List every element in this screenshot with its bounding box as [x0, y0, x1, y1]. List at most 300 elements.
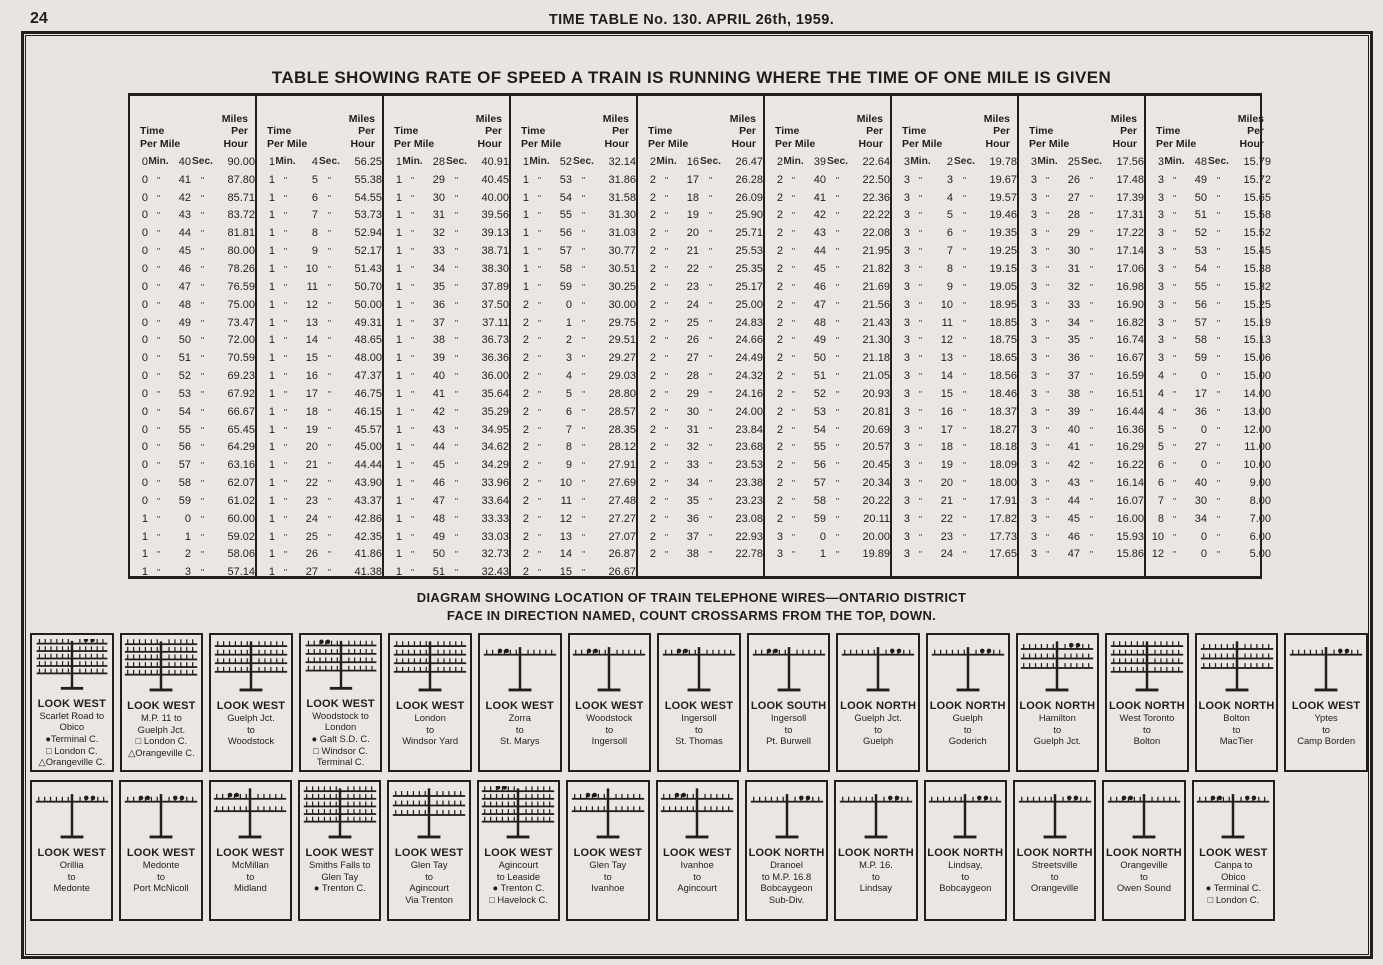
minutes-value: 2 [522, 352, 529, 365]
speed-row [1019, 385, 1144, 403]
speed-row [511, 224, 636, 242]
look-direction-label: LOOK WEST [575, 700, 644, 712]
mph-value: 19.57 [989, 191, 1017, 204]
speed-table-column [892, 96, 1019, 576]
speed-row [130, 474, 255, 492]
minutes-value: 2 [522, 334, 529, 347]
speed-row [130, 314, 255, 332]
minutes-value: 1 [395, 566, 402, 579]
seconds-label: " [454, 281, 459, 292]
route-label: Orillia [59, 859, 84, 870]
seconds-value: 0 [1200, 370, 1207, 383]
seconds-label: " [454, 388, 459, 399]
seconds-label: " [708, 424, 713, 435]
route-label: to Leaside [496, 870, 541, 882]
mph-value: 14.00 [1243, 387, 1271, 400]
minutes-label: " [664, 460, 669, 471]
seconds-value: 38 [686, 548, 699, 561]
minutes-label: " [664, 531, 669, 542]
minutes-label: " [791, 281, 796, 292]
look-direction-label: LOOK WEST [216, 700, 286, 712]
seconds-label: " [327, 388, 332, 399]
seconds-label: " [962, 174, 967, 185]
pole-box [120, 633, 204, 772]
seconds-value: 35 [432, 280, 445, 293]
speed-row [892, 439, 1017, 457]
mph-value: 32.43 [481, 566, 509, 579]
minutes-value: 3 [1030, 280, 1037, 293]
minutes-label: " [156, 442, 161, 453]
seconds-value: 24 [940, 548, 953, 561]
speed-row [130, 296, 255, 314]
mph-value: 50.00 [354, 298, 382, 311]
minutes-label: " [1045, 174, 1050, 185]
speed-row [384, 367, 509, 385]
minutes-label: " [410, 442, 415, 453]
minutes-value: 2 [522, 370, 529, 383]
seconds-value: 13 [940, 352, 953, 365]
minutes-value: 5 [1157, 441, 1164, 454]
minutes-label: " [664, 263, 669, 274]
seconds-label: " [835, 424, 840, 435]
speed-row [1019, 349, 1144, 367]
speed-row [892, 492, 1017, 510]
minutes-value: 2 [522, 494, 529, 507]
speed-row [638, 403, 763, 421]
mph-value: 15.13 [1243, 334, 1271, 347]
mph-value: 17.14 [1116, 245, 1144, 258]
telephone-pole-icon [1104, 786, 1184, 846]
seconds-label: " [581, 406, 586, 417]
minutes-label: " [410, 531, 415, 542]
route-label: to [963, 723, 972, 735]
seconds-value: 59 [813, 512, 826, 525]
seconds-value: 34 [1194, 512, 1207, 525]
seconds-label: " [454, 549, 459, 560]
seconds-label: Sec. [192, 156, 213, 168]
minutes-label: " [1045, 192, 1050, 203]
minutes-value: 1 [395, 245, 402, 258]
speed-row [1019, 546, 1144, 564]
look-direction-label: LOOK WEST [1199, 847, 1268, 859]
speed-row [1146, 349, 1271, 367]
route-label: Dranoel [770, 859, 803, 870]
minutes-label: " [283, 174, 288, 185]
route-label: Guelph Jct. [854, 712, 902, 723]
seconds-label: " [1216, 192, 1221, 203]
minutes-value: 2 [649, 209, 656, 222]
look-direction-label: LOOK SOUTH [750, 700, 827, 712]
speed-row [384, 296, 509, 314]
seconds-label: " [1089, 353, 1094, 364]
minutes-value: 3 [1030, 245, 1037, 258]
minutes-label: " [791, 299, 796, 310]
minutes-label: " [410, 210, 415, 221]
seconds-value: 1 [565, 316, 572, 329]
seconds-value: 46 [178, 262, 191, 275]
speed-row [1146, 492, 1271, 510]
mph-value: 37.11 [482, 316, 509, 329]
seconds-label: " [835, 549, 840, 560]
minutes-label: " [283, 317, 288, 328]
speed-table-column [1019, 96, 1146, 576]
mph-value: 31.03 [608, 227, 636, 240]
route-label: Glen Tay [589, 859, 627, 870]
seconds-label: " [835, 460, 840, 471]
speed-row [765, 367, 890, 385]
minutes-value: 6 [1157, 477, 1164, 490]
telephone-pole-icon [210, 786, 290, 846]
minutes-label: Min. [656, 156, 677, 168]
minutes-label: Min. [1164, 156, 1185, 168]
speed-row [130, 439, 255, 457]
mph-value: 20.81 [862, 405, 890, 418]
seconds-label: " [835, 192, 840, 203]
speed-row [638, 296, 763, 314]
seconds-label: " [581, 460, 586, 471]
minutes-value: 3 [776, 548, 783, 561]
route-label: Bobcaygeon [939, 882, 992, 894]
mph-value: 27.48 [608, 494, 636, 507]
seconds-value: 9 [311, 245, 318, 258]
seconds-value: 20 [305, 441, 318, 454]
seconds-label: " [962, 531, 967, 542]
speed-row [384, 314, 509, 332]
mph-value: 40.91 [481, 155, 509, 168]
route-label: M.P. 16. [859, 859, 893, 870]
speed-row [130, 385, 255, 403]
mph-value: 39.56 [481, 209, 509, 222]
minutes-label: " [156, 531, 161, 542]
speed-row [1146, 474, 1271, 492]
seconds-label: " [708, 299, 713, 310]
mph-value: 22.64 [862, 155, 890, 168]
seconds-value: 45 [432, 459, 445, 472]
seconds-value: 30 [432, 191, 445, 204]
route-label: □ Havelock C. [489, 893, 548, 905]
speed-row [1019, 207, 1144, 225]
speed-row [257, 171, 382, 189]
seconds-label: " [327, 495, 332, 506]
mph-value: 19.67 [989, 173, 1017, 186]
speed-row [892, 224, 1017, 242]
minutes-value: 1 [268, 423, 275, 436]
speed-row [1146, 171, 1271, 189]
seconds-label: " [200, 442, 205, 453]
seconds-label: " [708, 281, 713, 292]
seconds-label: " [962, 317, 967, 328]
speed-row [765, 439, 890, 457]
route-label: to [784, 723, 793, 735]
speed-row [892, 474, 1017, 492]
minutes-label: " [918, 424, 923, 435]
minutes-value: 3 [903, 423, 910, 436]
minutes-label: " [664, 228, 669, 239]
seconds-label: " [708, 442, 713, 453]
pole-box [745, 780, 828, 921]
route-label: to [425, 870, 434, 882]
minutes-value: 3 [1030, 494, 1037, 507]
seconds-label: " [200, 317, 205, 328]
minutes-value: 1 [395, 298, 402, 311]
seconds-value: 58 [813, 494, 826, 507]
minutes-label: " [156, 478, 161, 489]
minutes-label: " [1045, 353, 1050, 364]
minutes-label: " [1172, 317, 1177, 328]
minutes-value: 2 [649, 387, 656, 400]
minutes-label: " [791, 549, 796, 560]
speed-row [1146, 421, 1271, 439]
seconds-label: " [962, 246, 967, 257]
speed-row [1019, 456, 1144, 474]
speed-row [130, 528, 255, 546]
seconds-value: 14 [940, 370, 953, 383]
speed-row [638, 153, 763, 171]
speed-row [257, 367, 382, 385]
minutes-value: 0 [141, 173, 148, 186]
seconds-value: 38 [432, 334, 445, 347]
speed-column-header [638, 98, 763, 153]
mph-value: 9.00 [1249, 477, 1271, 490]
mph-value: 62.07 [227, 477, 255, 490]
route-label: to [695, 723, 703, 735]
seconds-value: 42 [1067, 459, 1080, 472]
seconds-label: " [835, 371, 840, 382]
minutes-value: 2 [776, 405, 783, 418]
speed-row [1146, 510, 1271, 528]
route-label: Pt. Burwell [766, 735, 811, 747]
seconds-label: " [200, 299, 205, 310]
speed-row [1146, 207, 1271, 225]
minutes-label: " [918, 371, 923, 382]
seconds-label: " [581, 478, 586, 489]
seconds-label: " [581, 174, 586, 185]
minutes-label: " [156, 513, 161, 524]
seconds-value: 12 [940, 334, 953, 347]
minutes-label: " [283, 353, 288, 364]
speed-row [130, 349, 255, 367]
mph-value: 50.70 [354, 280, 382, 293]
mph-value: 41.38 [354, 566, 382, 579]
seconds-value: 17 [305, 387, 318, 400]
minutes-label: " [156, 406, 161, 417]
minutes-label: " [918, 513, 923, 524]
minutes-label: " [791, 406, 796, 417]
seconds-value: 7 [946, 245, 953, 258]
route-label: Ivanhoe [680, 859, 714, 870]
mph-value: 20.00 [862, 530, 890, 543]
seconds-label: Sec. [827, 156, 848, 168]
seconds-value: 2 [184, 548, 191, 561]
telephone-pole-icon [838, 639, 918, 699]
speed-row [511, 367, 636, 385]
minutes-value: 0 [141, 423, 148, 436]
speed-row [1146, 242, 1271, 260]
seconds-label: " [581, 263, 586, 274]
mph-value: 19.05 [989, 280, 1017, 293]
minutes-value: 1 [395, 477, 402, 490]
seconds-value: 59 [559, 280, 572, 293]
seconds-label: " [200, 192, 205, 203]
minutes-value: 2 [649, 352, 656, 365]
speed-row [638, 171, 763, 189]
minutes-value: 3 [903, 191, 910, 204]
speed-table-column [257, 96, 384, 579]
seconds-value: 55 [813, 441, 826, 454]
route-label: to [1232, 723, 1241, 735]
minutes-value: 0 [141, 405, 148, 418]
look-direction-label: LOOK WEST [394, 847, 464, 859]
seconds-value: 27 [305, 566, 318, 579]
minutes-value: 2 [776, 512, 783, 525]
speed-row [130, 242, 255, 260]
speed-column-header [765, 98, 890, 153]
mph-value: 31.58 [608, 191, 636, 204]
speed-row [638, 278, 763, 296]
mph-value: 33.03 [481, 530, 509, 543]
seconds-label: " [454, 353, 459, 364]
minutes-label: " [1045, 317, 1050, 328]
seconds-label: " [708, 531, 713, 542]
route-label: to [605, 723, 614, 735]
seconds-label: " [581, 228, 586, 239]
minutes-label: " [664, 335, 669, 346]
seconds-value: 41 [1067, 441, 1080, 454]
pole-box [477, 780, 560, 921]
seconds-label: " [454, 531, 459, 542]
seconds-value: 28 [432, 155, 445, 168]
look-direction-label: LOOK WEST [37, 697, 106, 710]
mph-value: 16.74 [1116, 334, 1144, 347]
speed-row [384, 207, 509, 225]
mph-value: 21.56 [862, 298, 890, 311]
seconds-label: " [200, 246, 205, 257]
seconds-label: " [200, 406, 205, 417]
route-label: ● Terminal C. [1205, 882, 1262, 894]
mph-value: 16.98 [1116, 280, 1144, 293]
minutes-value: 1 [395, 316, 402, 329]
minutes-value: 2 [649, 262, 656, 275]
minutes-value: 3 [1030, 298, 1037, 311]
seconds-value: 31 [1067, 262, 1080, 275]
telephone-pole-icon [925, 786, 1005, 846]
minutes-label: " [1172, 353, 1177, 364]
route-label: Via Trenton [405, 893, 453, 905]
route-label: to [246, 870, 255, 882]
seconds-value: 42 [178, 191, 191, 204]
minutes-value: 3 [1157, 334, 1164, 347]
minutes-label: " [1172, 549, 1177, 560]
mph-value: 40.45 [481, 173, 509, 186]
miles-per-hour-header: Miles Per Hour [475, 112, 502, 150]
minutes-value: 1 [268, 459, 275, 472]
mph-value: 64.29 [227, 441, 255, 454]
route-label: Zorra [508, 712, 531, 723]
minutes-label: " [156, 353, 161, 364]
mph-value: 17.91 [989, 494, 1017, 507]
minutes-value: 10 [1151, 530, 1164, 543]
mph-value: 18.09 [989, 459, 1017, 472]
minutes-value: 3 [1157, 191, 1164, 204]
minutes-value: 0 [141, 370, 148, 383]
speed-row [511, 385, 636, 403]
seconds-value: 55 [178, 423, 191, 436]
telephone-pole-icon [1107, 639, 1187, 699]
speed-row [1019, 421, 1144, 439]
minutes-label: Min. [402, 156, 423, 168]
speed-row [1146, 314, 1271, 332]
minutes-value: 1 [268, 245, 275, 258]
seconds-label: " [1216, 353, 1221, 364]
minutes-value: 2 [776, 209, 783, 222]
minutes-value: 1 [141, 548, 148, 561]
minutes-label: " [664, 299, 669, 310]
speed-row [511, 439, 636, 457]
seconds-value: 32 [432, 227, 445, 240]
mph-value: 87.80 [227, 173, 255, 186]
minutes-value: 1 [395, 352, 402, 365]
minutes-label: " [537, 442, 542, 453]
seconds-value: 51 [432, 566, 445, 579]
mph-value: 20.69 [862, 423, 890, 436]
minutes-label: " [664, 192, 669, 203]
route-label: Lindsay, [948, 859, 983, 870]
route-label: □ London C. [1207, 893, 1260, 905]
seconds-label: " [835, 174, 840, 185]
seconds-label: " [200, 281, 205, 292]
seconds-value: 33 [432, 245, 445, 258]
seconds-value: 24 [686, 298, 699, 311]
speed-row [511, 510, 636, 528]
seconds-value: 39 [432, 352, 445, 365]
look-direction-label: LOOK NORTH [929, 700, 1006, 712]
mph-value: 17.48 [1116, 173, 1144, 186]
speed-row [765, 546, 890, 564]
minutes-value: 1 [395, 334, 402, 347]
speed-row [130, 153, 255, 171]
minutes-value: 2 [649, 477, 656, 490]
speed-row [892, 546, 1017, 564]
mph-value: 57.14 [227, 566, 255, 579]
minutes-value: 0 [141, 494, 148, 507]
speed-row [384, 331, 509, 349]
seconds-value: 32 [1067, 280, 1080, 293]
route-label: Glen Tay [410, 859, 448, 870]
seconds-label: " [708, 388, 713, 399]
speed-row [765, 510, 890, 528]
seconds-value: 16 [305, 370, 318, 383]
seconds-value: 26 [686, 334, 699, 347]
seconds-value: 11 [306, 280, 318, 293]
speed-row [257, 492, 382, 510]
seconds-label: " [1089, 388, 1094, 399]
mph-value: 30.00 [608, 298, 636, 311]
mph-value: 21.18 [862, 352, 890, 365]
speed-row [130, 171, 255, 189]
mph-value: 35.29 [481, 405, 509, 418]
speed-table-column [1146, 96, 1271, 576]
speed-row [511, 563, 636, 581]
seconds-label: " [835, 246, 840, 257]
seconds-value: 30 [686, 405, 699, 418]
pole-box [298, 780, 381, 921]
minutes-value: 3 [1157, 209, 1164, 222]
time-per-mile-header: Time Per Mile [140, 125, 181, 150]
telephone-pole-icon [121, 639, 201, 699]
mph-value: 17.22 [1116, 227, 1144, 240]
minutes-label: " [410, 335, 415, 346]
seconds-value: 42 [813, 209, 826, 222]
